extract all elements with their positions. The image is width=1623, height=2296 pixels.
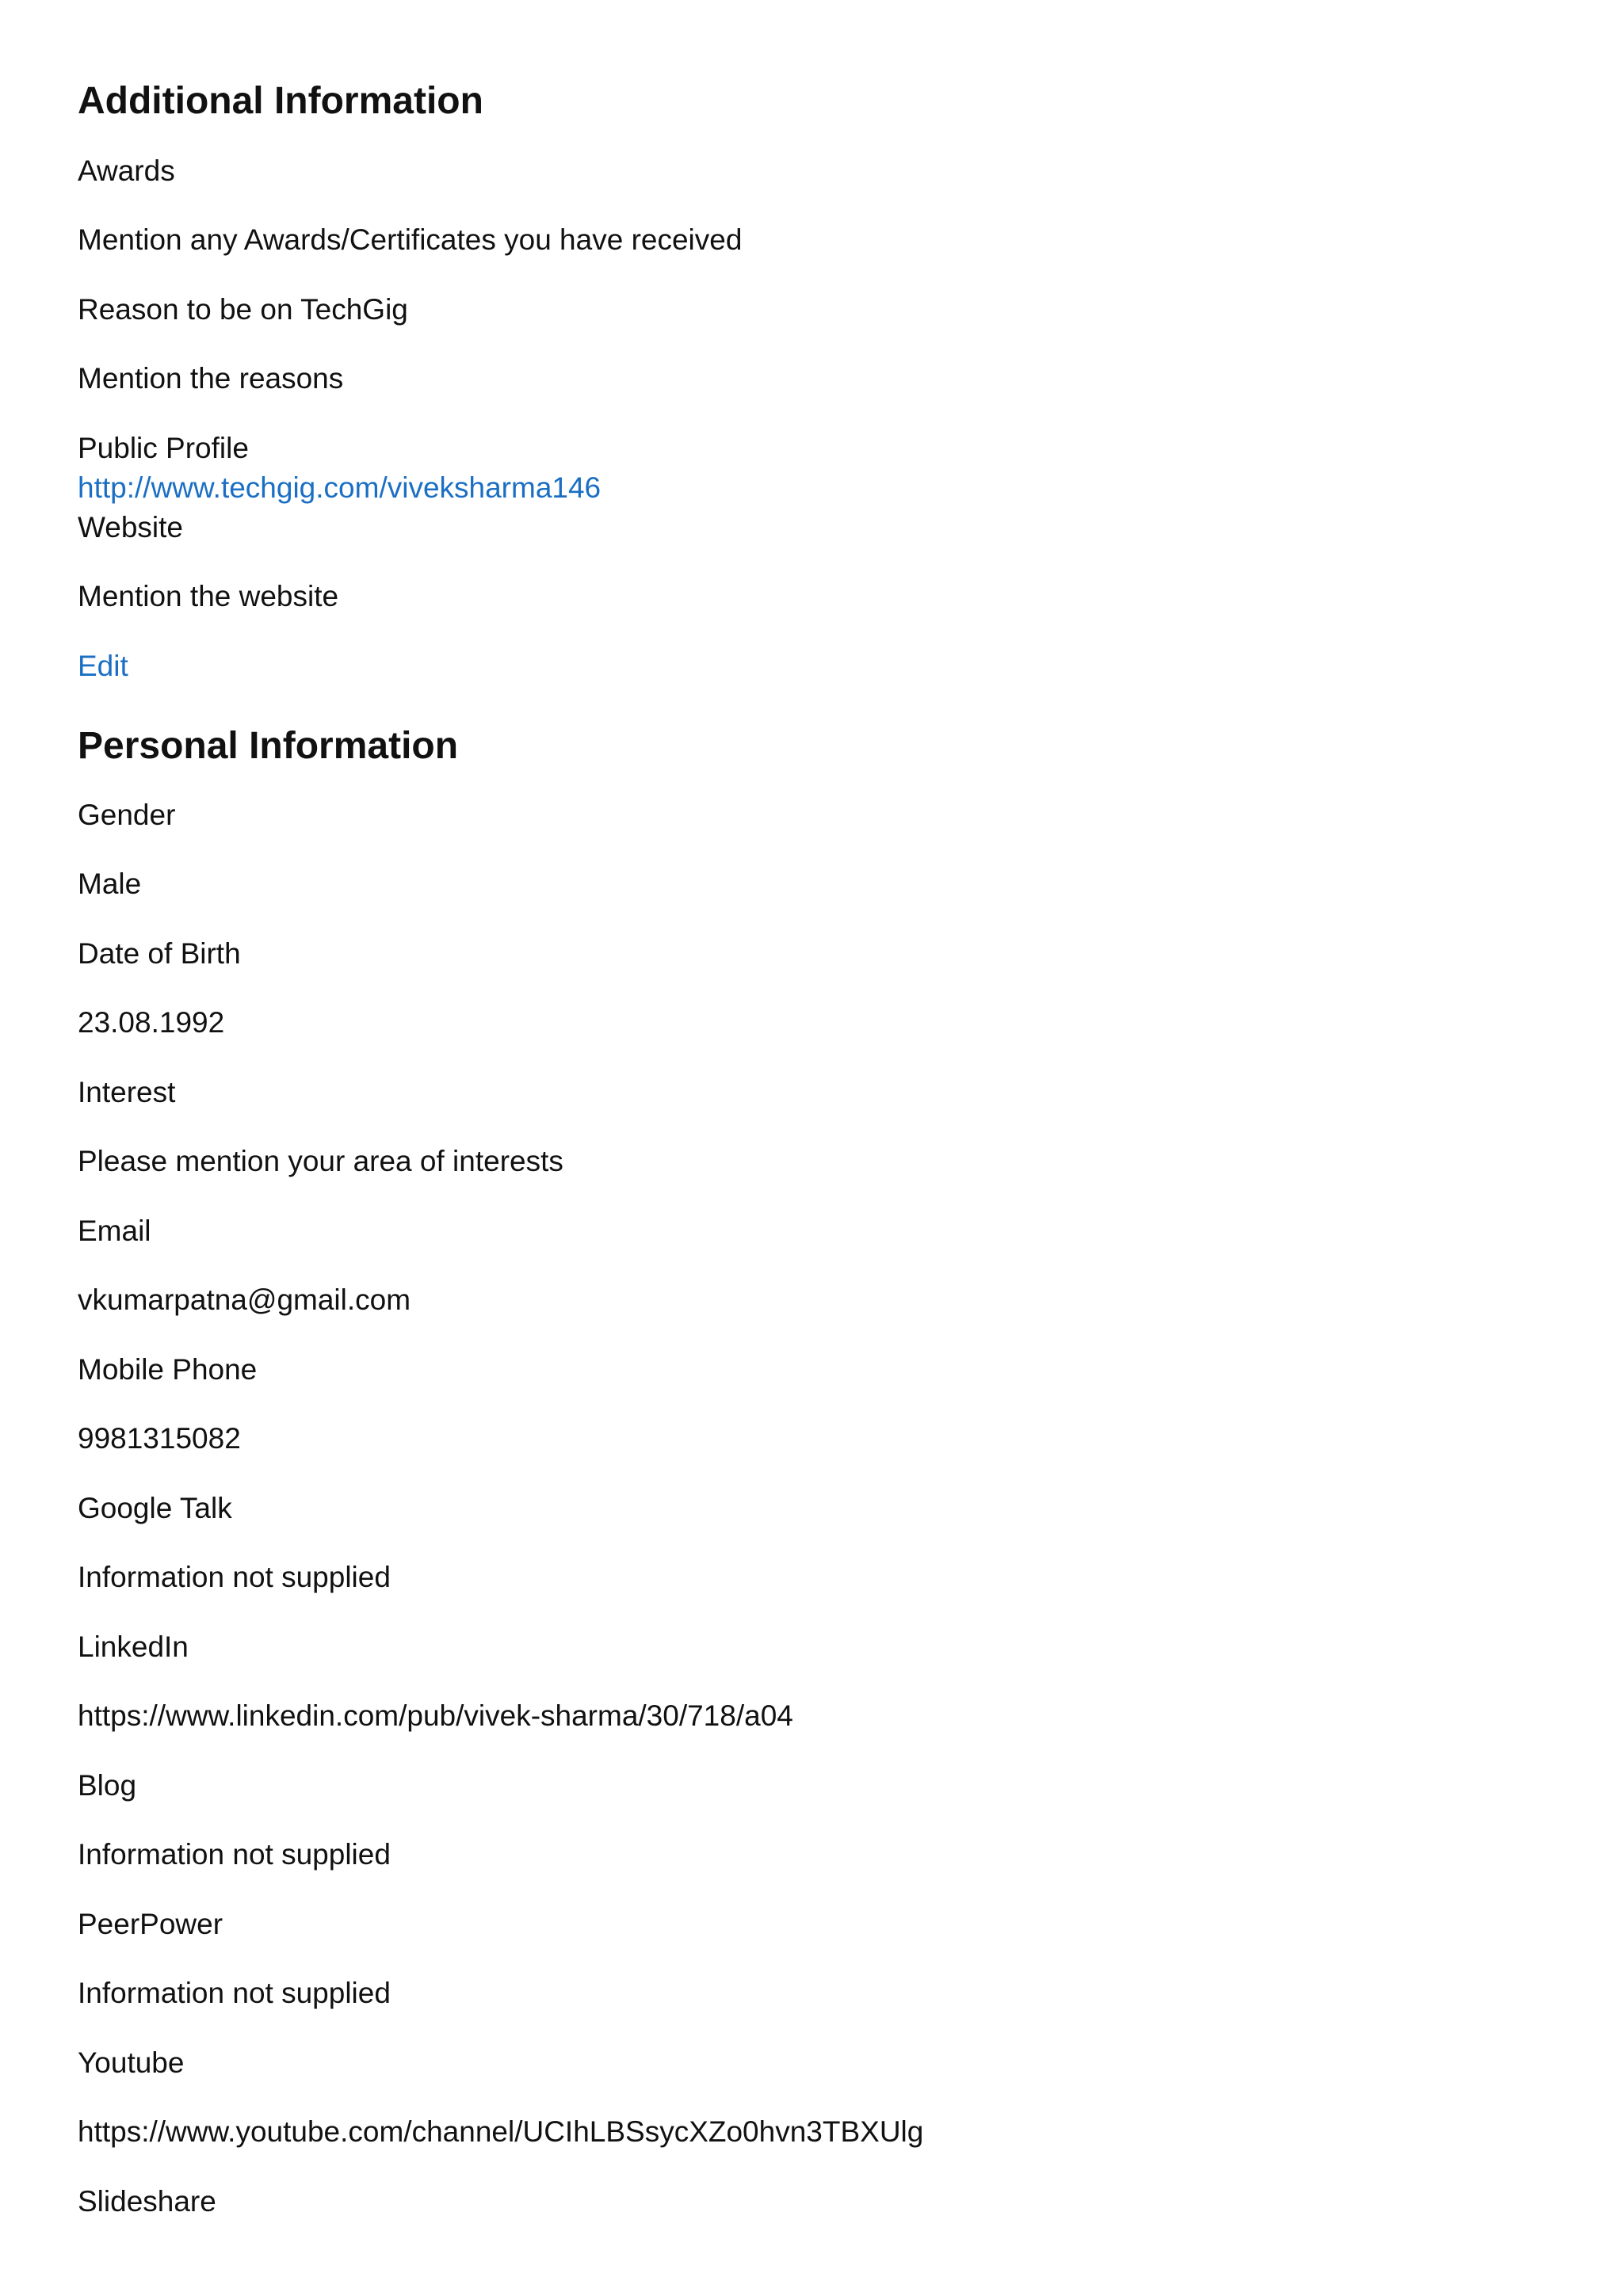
field-value-date-of-birth: 23.08.1992 [78,1006,225,1039]
field-value-blog: Information not supplied [78,1838,391,1871]
field-label-peerpower: PeerPower [78,1908,223,1940]
field-value-google-talk: Information not supplied [78,1561,391,1593]
field-label-linkedin: LinkedIn [78,1630,189,1663]
field-value-email: vkumarpatna@gmail.com [78,1283,411,1316]
edit-link[interactable]: Edit [78,650,128,682]
website-value: Mention the website [78,580,339,612]
website-label: Website [78,511,183,543]
field-label-interest: Interest [78,1076,176,1108]
field-value-youtube: https://www.youtube.com/channel/UCIhLBSsycXZo0hvn3TBXUlg [78,2115,924,2148]
awards-value: Mention any Awards/Certificates you have received [78,223,743,256]
field-label-date-of-birth: Date of Birth [78,937,241,970]
field-value-linkedin: https://www.linkedin.com/pub/vivek-sharma/30/718/a04 [78,1699,793,1732]
field-label-google-talk: Google Talk [78,1492,232,1524]
field-label-gender: Gender [78,799,176,831]
public-profile-label: Public Profile [78,432,249,464]
field-label-mobile-phone: Mobile Phone [78,1353,258,1386]
reason-label: Reason to be on TechGig [78,293,408,326]
reason-value: Mention the reasons [78,362,344,395]
personal-information-heading: Personal Information [78,725,459,767]
field-value-mobile-phone: 9981315082 [78,1422,241,1455]
public-profile-link[interactable]: http://www.techgig.com/viveksharma146 [78,471,601,504]
field-label-slideshare: Slideshare [78,2185,216,2218]
awards-label: Awards [78,154,175,187]
field-label-email: Email [78,1215,151,1247]
field-value-gender: Male [78,868,142,900]
field-value-interest: Please mention your area of interests [78,1145,563,1177]
field-label-blog: Blog [78,1769,137,1802]
field-label-youtube: Youtube [78,2046,185,2079]
field-value-peerpower: Information not supplied [78,1977,391,2009]
additional-information-heading: Additional Information [78,80,483,122]
